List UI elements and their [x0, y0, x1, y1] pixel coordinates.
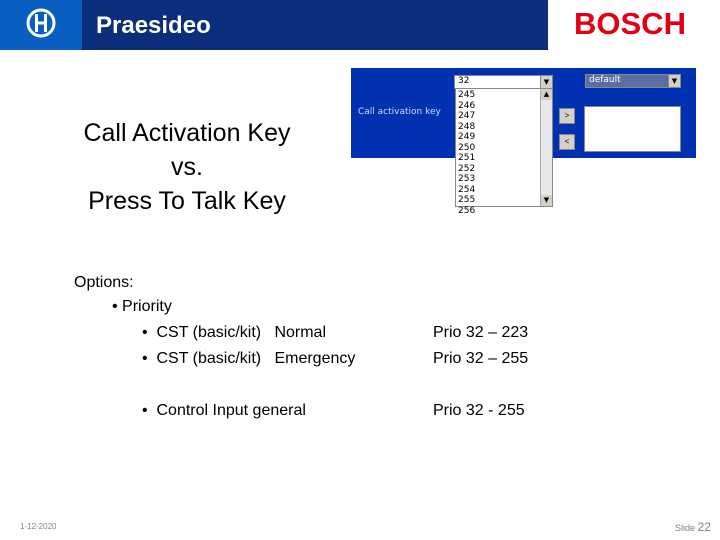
- priority-list-item[interactable]: 249: [458, 132, 476, 142]
- priority-bullet: • Priority: [112, 298, 172, 315]
- default-dropdown-value: default: [589, 75, 621, 85]
- option-row-value: Prio 32 – 255: [433, 350, 529, 367]
- selected-keys-list[interactable]: [584, 106, 681, 152]
- priority-listbox[interactable]: [455, 88, 553, 216]
- default-dropdown[interactable]: [585, 74, 681, 88]
- footer-date: 1-12-2020: [20, 522, 57, 531]
- option-label-normal: CST (basic/kit) Normal: [156, 324, 327, 341]
- priority-list-item[interactable]: 251: [458, 153, 476, 163]
- priority-label: Priority: [122, 298, 172, 315]
- remove-button[interactable]: <: [559, 134, 575, 150]
- priority-list-item[interactable]: 247: [458, 111, 476, 121]
- option-row-label: • CST (basic/kit) Normal: [142, 324, 327, 341]
- call-activation-key-label: Call activation key: [358, 107, 441, 117]
- add-button[interactable]: >: [559, 108, 575, 124]
- priority-list-item[interactable]: 246: [458, 100, 476, 111]
- option-row-value: Prio 32 - 255: [433, 402, 525, 419]
- footer-slide-number: [675, 520, 711, 534]
- priority-list-item[interactable]: 245: [458, 90, 476, 100]
- header-bar: [0, 0, 720, 50]
- slide-label: Slide: [675, 523, 696, 533]
- option-label-emergency: CST (basic/kit) Emergency: [156, 350, 356, 367]
- priority-list-item[interactable]: 254: [458, 184, 476, 195]
- priority-list-item[interactable]: 255: [458, 195, 476, 205]
- options-heading: Options:: [74, 274, 134, 291]
- logo-box: [0, 0, 82, 50]
- priority-list-item[interactable]: 256: [458, 205, 476, 216]
- slide-title-line-2: vs.: [171, 153, 203, 181]
- slide-title-line-1: Call Activation Key: [83, 119, 291, 147]
- option-row-value: Prio 32 – 223: [433, 324, 529, 341]
- slide-title: [62, 116, 312, 218]
- priority-list-item[interactable]: 250: [458, 142, 476, 153]
- priority-list-items: [458, 90, 540, 216]
- bosch-armature-icon: [25, 7, 57, 39]
- priority-list-item[interactable]: 248: [458, 121, 476, 132]
- option-label-control-input: Control Input general: [156, 402, 306, 419]
- chevron-down-icon[interactable]: ▼: [668, 75, 680, 87]
- priority-dropdown-value: 32: [458, 76, 470, 86]
- priority-dropdown[interactable]: [454, 75, 553, 89]
- bosch-logo: BOSCH: [574, 6, 686, 41]
- slide-title-line-3: Press To Talk Key: [88, 187, 286, 215]
- scroll-down-icon[interactable]: ▼: [541, 195, 552, 206]
- scroll-up-icon[interactable]: ▲: [541, 89, 552, 100]
- listbox-scrollbar[interactable]: [540, 89, 552, 206]
- brand-box: [548, 0, 720, 50]
- slide-number: 22: [697, 520, 711, 534]
- priority-list-item[interactable]: 252: [458, 163, 476, 174]
- app-title: Praesideo: [96, 12, 211, 39]
- option-row-label: • Control Input general: [142, 402, 306, 419]
- chevron-down-icon[interactable]: ▼: [540, 76, 552, 88]
- priority-list-item[interactable]: 253: [458, 174, 476, 184]
- option-row-label: • CST (basic/kit) Emergency: [142, 350, 356, 367]
